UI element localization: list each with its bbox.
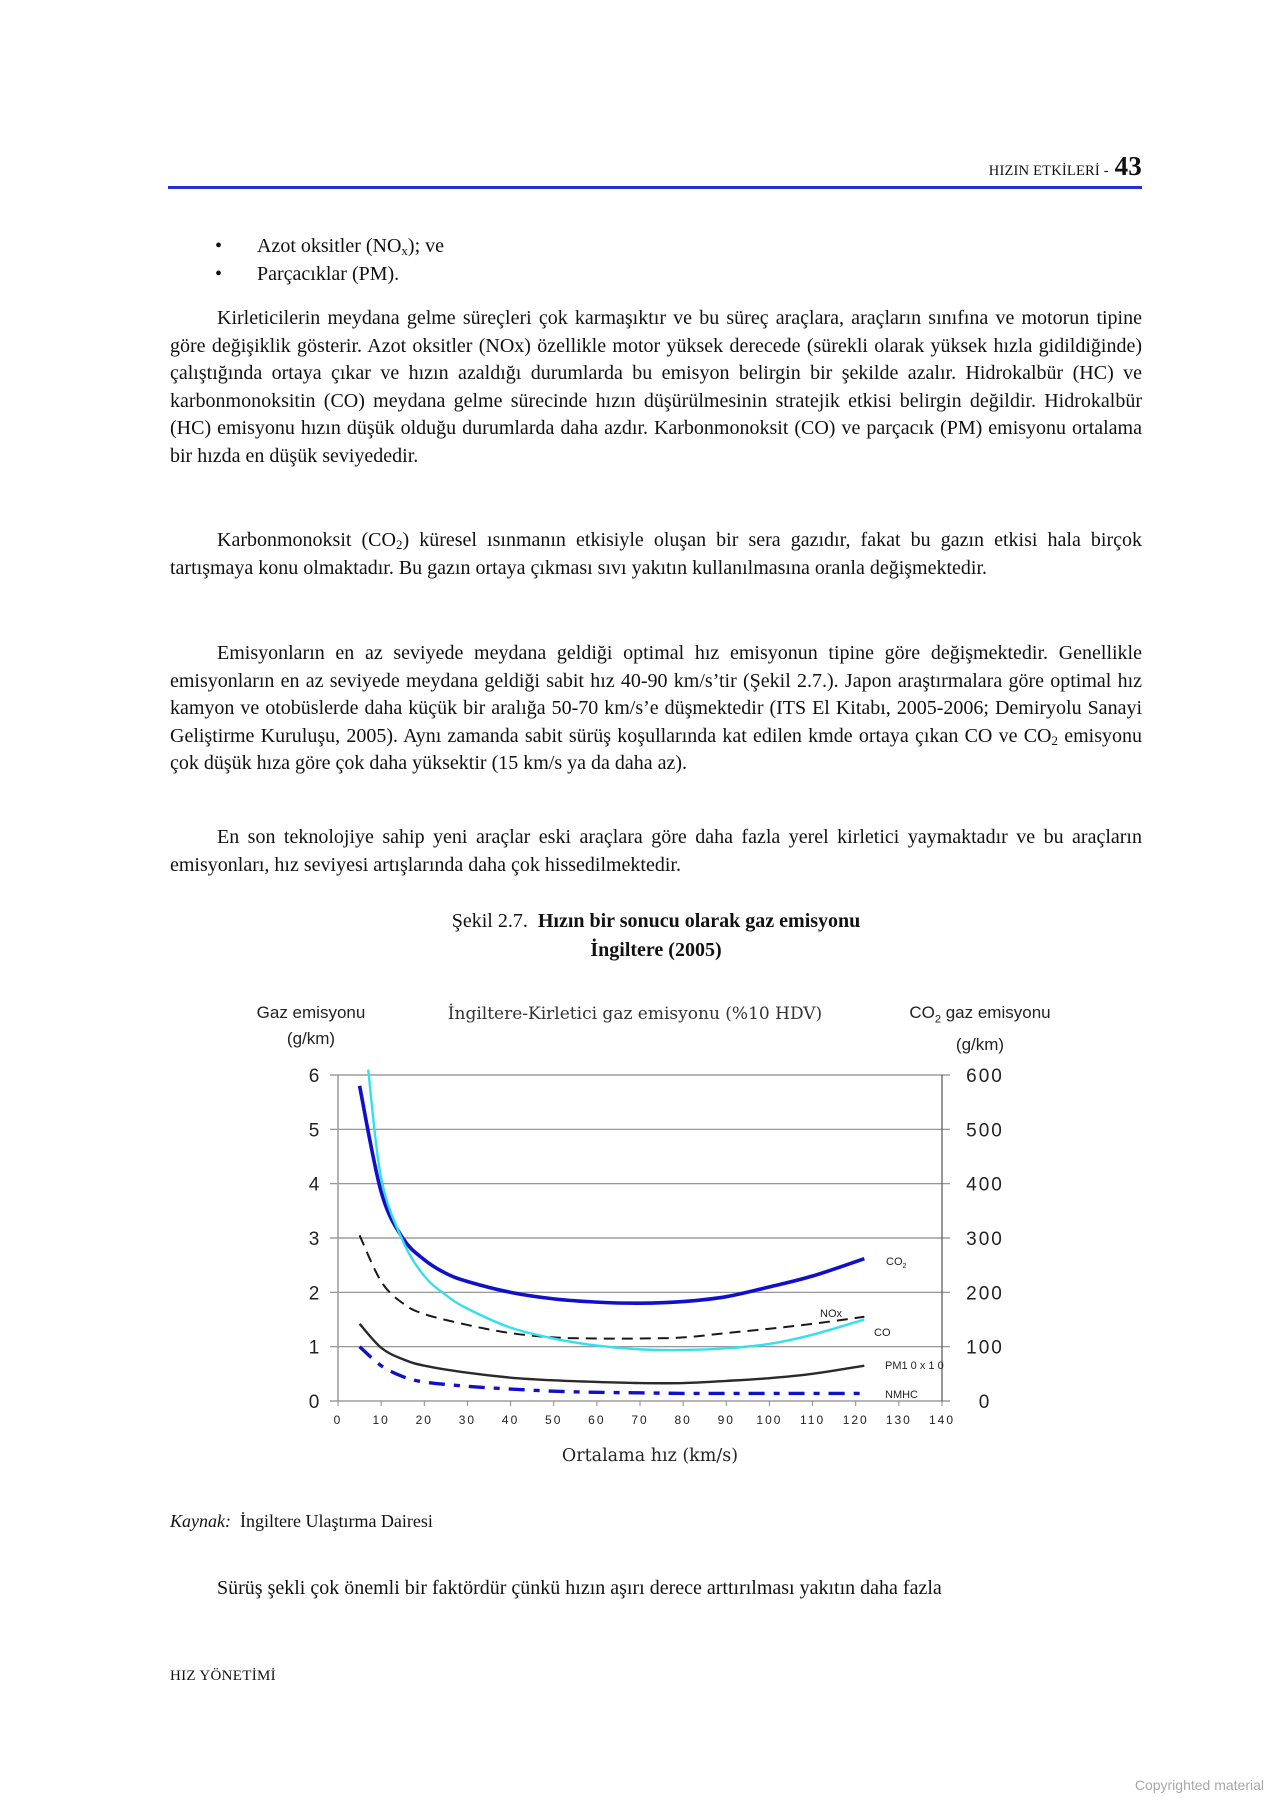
page-number: 43 xyxy=(1114,151,1142,181)
x-tick-label: 20 xyxy=(415,1413,433,1427)
y-tick-right: 200 xyxy=(966,1283,1004,1305)
series-label-pm10: PM1 0 x 1 0 xyxy=(885,1360,944,1372)
x-tick-label: 40 xyxy=(501,1413,520,1427)
x-tick-label: 50 xyxy=(545,1413,563,1427)
footer-book-title: HIZ YÖNETİMİ xyxy=(170,1668,276,1684)
y-tick-left: 5 xyxy=(308,1120,320,1142)
x-tick-label: 130 xyxy=(885,1413,912,1427)
y-tick-left: 3 xyxy=(308,1229,320,1250)
paragraph-optimal-speed: Emisyonların en az seviyede meydana geldiği optimal hız emisyonun tipine göre değişmektedir. Genellikle emisyonların en az seviyede meydana geldiği sabit hız 40-90 km/s’tir (Şekil 2.7.). Japon araştırmalara göre optimal hız kamyon ve otobüslerde daha küçük bir aralığa 50-70 km/s’e düşmektedir (ITS El Kitabı, 2005-2006; Demiryolu Sanayi Geliştirme Kuruluşu, 2005). Aynı zamanda sabit sürüş koşullarında kat edilen kmde ortaya çıkan CO ve $CO_2$ emisyonu çok düşük hıza göre çok daha yüksektir (15 km/s ya da daha az). xyxy=(170,642,1142,774)
chart-labels xyxy=(309,1066,1004,1427)
x-tick-label: 100 xyxy=(756,1413,783,1427)
y-tick-right: 600 xyxy=(966,1066,1004,1087)
bullet-item: • Azot oksitler $(NO_x)$; ve xyxy=(215,232,444,260)
series-line-pm10-x-10 xyxy=(360,1324,865,1383)
x-tick-label: 10 xyxy=(372,1413,390,1427)
series-line-co xyxy=(368,1070,864,1350)
y-tick-left: 1 xyxy=(308,1337,320,1359)
paragraph-driving-style: Sürüş şekli çok önemli bir faktördür çünkü hızın aşırı derece arttırılması yakıtın daha fazla xyxy=(217,1577,942,1599)
series-label-nmhc: NMHC xyxy=(885,1389,918,1401)
x-axis-title: Ortalama hız (km/s) xyxy=(561,1446,739,1466)
x-tick-label: 80 xyxy=(674,1413,692,1427)
y-tick-left: 2 xyxy=(308,1283,320,1305)
figure-number: Şekil 2.7. xyxy=(451,910,528,932)
y-tick-right: 100 xyxy=(966,1337,1004,1359)
source-label: Kaynak: xyxy=(170,1511,231,1531)
x-tick-label: 60 xyxy=(588,1413,606,1427)
section-title: HIZIN ETKİLERİ - xyxy=(988,163,1113,179)
bullet-item: • Parçacıklar (PM). xyxy=(215,260,444,288)
source-text: İngiltere Ulaştırma Dairesi xyxy=(239,1511,433,1531)
series-label-nox: NOx xyxy=(820,1308,842,1320)
x-tick-label: 110 xyxy=(800,1413,826,1427)
y-tick-right: 500 xyxy=(966,1120,1004,1142)
x-tick-label: 90 xyxy=(717,1413,735,1427)
x-tick-label: 30 xyxy=(458,1413,477,1427)
source-note xyxy=(170,1511,433,1532)
x-tick-label: 140 xyxy=(928,1413,956,1427)
figure-title: Hızın bir sonucu olarak gaz emisyonu xyxy=(537,910,861,932)
paragraph-new-vehicles: En son teknolojiye sahip yeni araçlar eski araçlara göre daha fazla yerel kirletici yaymaktadır ve bu araçların emisyonları, hız seviyesi artışlarında daha çok hissedilmektedir. xyxy=(170,826,1142,876)
chart-grid xyxy=(330,1075,950,1406)
series-label-co: CO xyxy=(874,1327,891,1339)
x-tick-label: 0 xyxy=(333,1413,343,1427)
right-axis-title: $CO_2$ gaz emisyonu (g/km) xyxy=(909,1003,1051,1055)
paragraph-pollutants: Kirleticilerin meydana gelme süreçleri çok karmaşıktır ve bu süreç araçlara, araçların sınıfına ve motorun tipine göre değişiklik gösterir. Azot oksitler (NOx) özellikle motor yüksek derecede (sürekli olarak yüksek hızla gidildiğinde) çalıştığında ortaya çıkar ve hızın azaldığı durumlarda bu emisyon belirgin bir şekilde azalır. Hidrokalbür (HC) ve karbonmonoksitin (CO) meydana gelme sürecinde hızın düşürülmesinin stratejik etkisi belirgin değildir. Hidrokalbür (HC) emisyonu hızın düşük olduğu durumlarda daha azdır. Karbonmonoksit (CO) ve parçacık (PM) emisyonu ortalama bir hızda en düşük seviyededir. xyxy=(170,307,1142,467)
figure-subtitle: İngiltere (2005) xyxy=(590,939,722,961)
chart-series xyxy=(360,1070,865,1394)
x-tick-label: 70 xyxy=(631,1413,649,1427)
chart-title: İngiltere-Kirletici gaz emisyonu (%10 HDV) xyxy=(447,1004,823,1024)
series-label-co2: $CO_2$ xyxy=(886,1256,907,1270)
x-tick-label: 120 xyxy=(842,1413,869,1427)
y-tick-left: 4 xyxy=(308,1174,320,1196)
series-line-co2 xyxy=(360,1086,865,1303)
paragraph-co2: Karbonmonoksit $(CO_2)$ küresel ısınmanın etkisiyle oluşan bir sera gazıdır, fakat bu gazın etkisi hala birçok tartışmaya konu olmaktadır. Bu gazın ortaya çıkması sıvı yakıtın kullanılmasına oranla değişmektedir. xyxy=(170,529,1142,579)
y-tick-left: 6 xyxy=(308,1066,320,1087)
y-tick-left: 0 xyxy=(308,1392,320,1413)
copyright-watermark: Copyrighted material xyxy=(1134,1777,1264,1793)
y-tick-right: 0 xyxy=(978,1392,992,1413)
y-tick-right: 400 xyxy=(966,1174,1004,1196)
y-tick-right: 300 xyxy=(966,1229,1004,1250)
left-axis-title: Gaz emisyonu (g/km) xyxy=(256,1003,366,1048)
series-line-nmhc xyxy=(360,1347,865,1394)
